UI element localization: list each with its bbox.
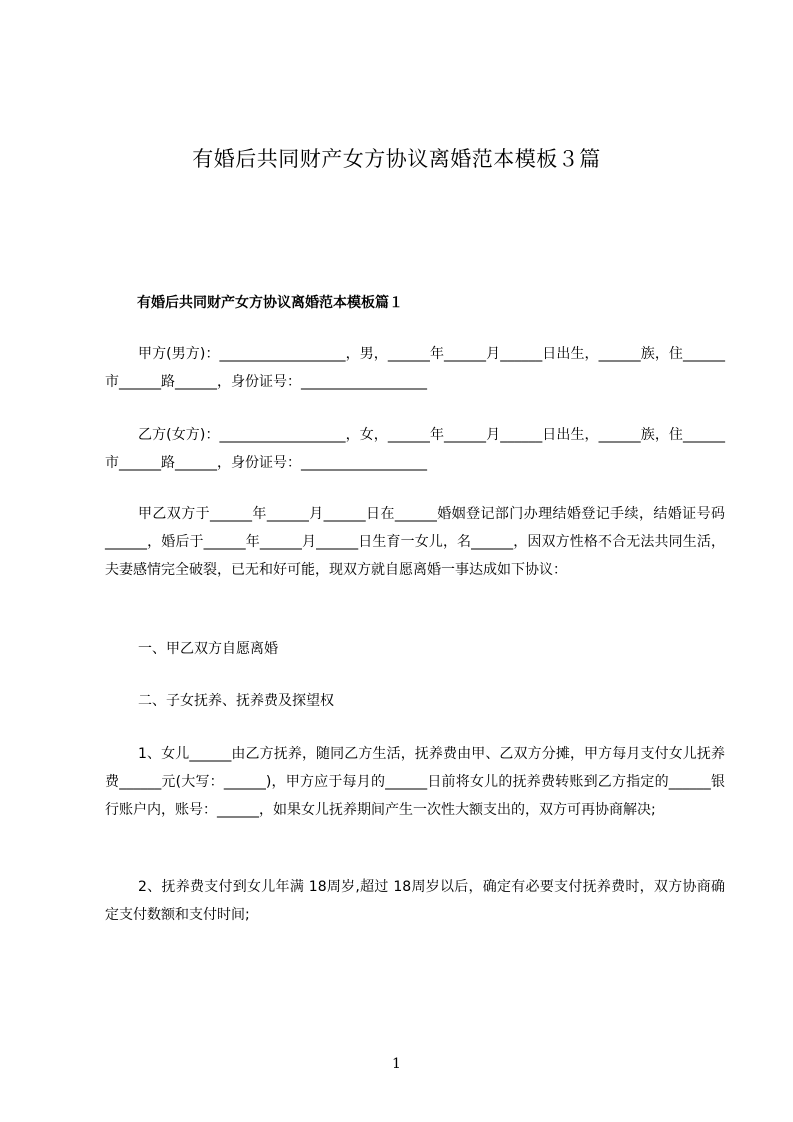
party-b-paragraph: 乙方(女方)：__________________，女，______年______月______日出生，______族，住______市______路______，身份证号：__________________ <box>105 427 725 471</box>
section-heading-1: 一、甲乙双方自愿离婚 <box>138 641 278 657</box>
page-number: 1 <box>392 1056 401 1072</box>
section-heading-2: 二、子女抚养、抚养费及探望权 <box>138 693 334 709</box>
party-a-paragraph: 甲方(男方)：__________________，男，______年______月______日出生，______族，住______市______路______，身份证号：__________________ <box>105 346 725 390</box>
intro-paragraph: 甲乙双方于______年______月______日在______婚姻登记部门办理结婚登记手续，结婚证号码______，婚后于______年______月______日生育一女儿，名______，因双方性格不合无法共同生活，夫妻感情完全破裂，已无和好可能，现双方就自愿离婚一事达成如下协议： <box>105 506 725 578</box>
clause-2-paragraph: 2、抚养费支付到女儿年满 18周岁,超过 18周岁以后，确定有必要支付抚养费时，双方协商确定支付数额和支付时间; <box>105 879 725 923</box>
document-title: 有婚后共同财产女方协议离婚范本模板３篇 <box>192 147 601 171</box>
clause-1-paragraph: 1、女儿______由乙方抚养，随同乙方生活，抚养费由甲、乙双方分摊，甲方每月支付女儿抚养费______元(大写：______)，甲方应于每月的______日前将女儿的抚养费转账到乙方指定的______银行账户内，账号：______，如果女儿抚养期间产生一次性大额支出的，双方可再协商解决; <box>105 746 725 818</box>
section-title: 有婚后共同财产女方协议离婚范本模板篇１ <box>137 295 403 311</box>
